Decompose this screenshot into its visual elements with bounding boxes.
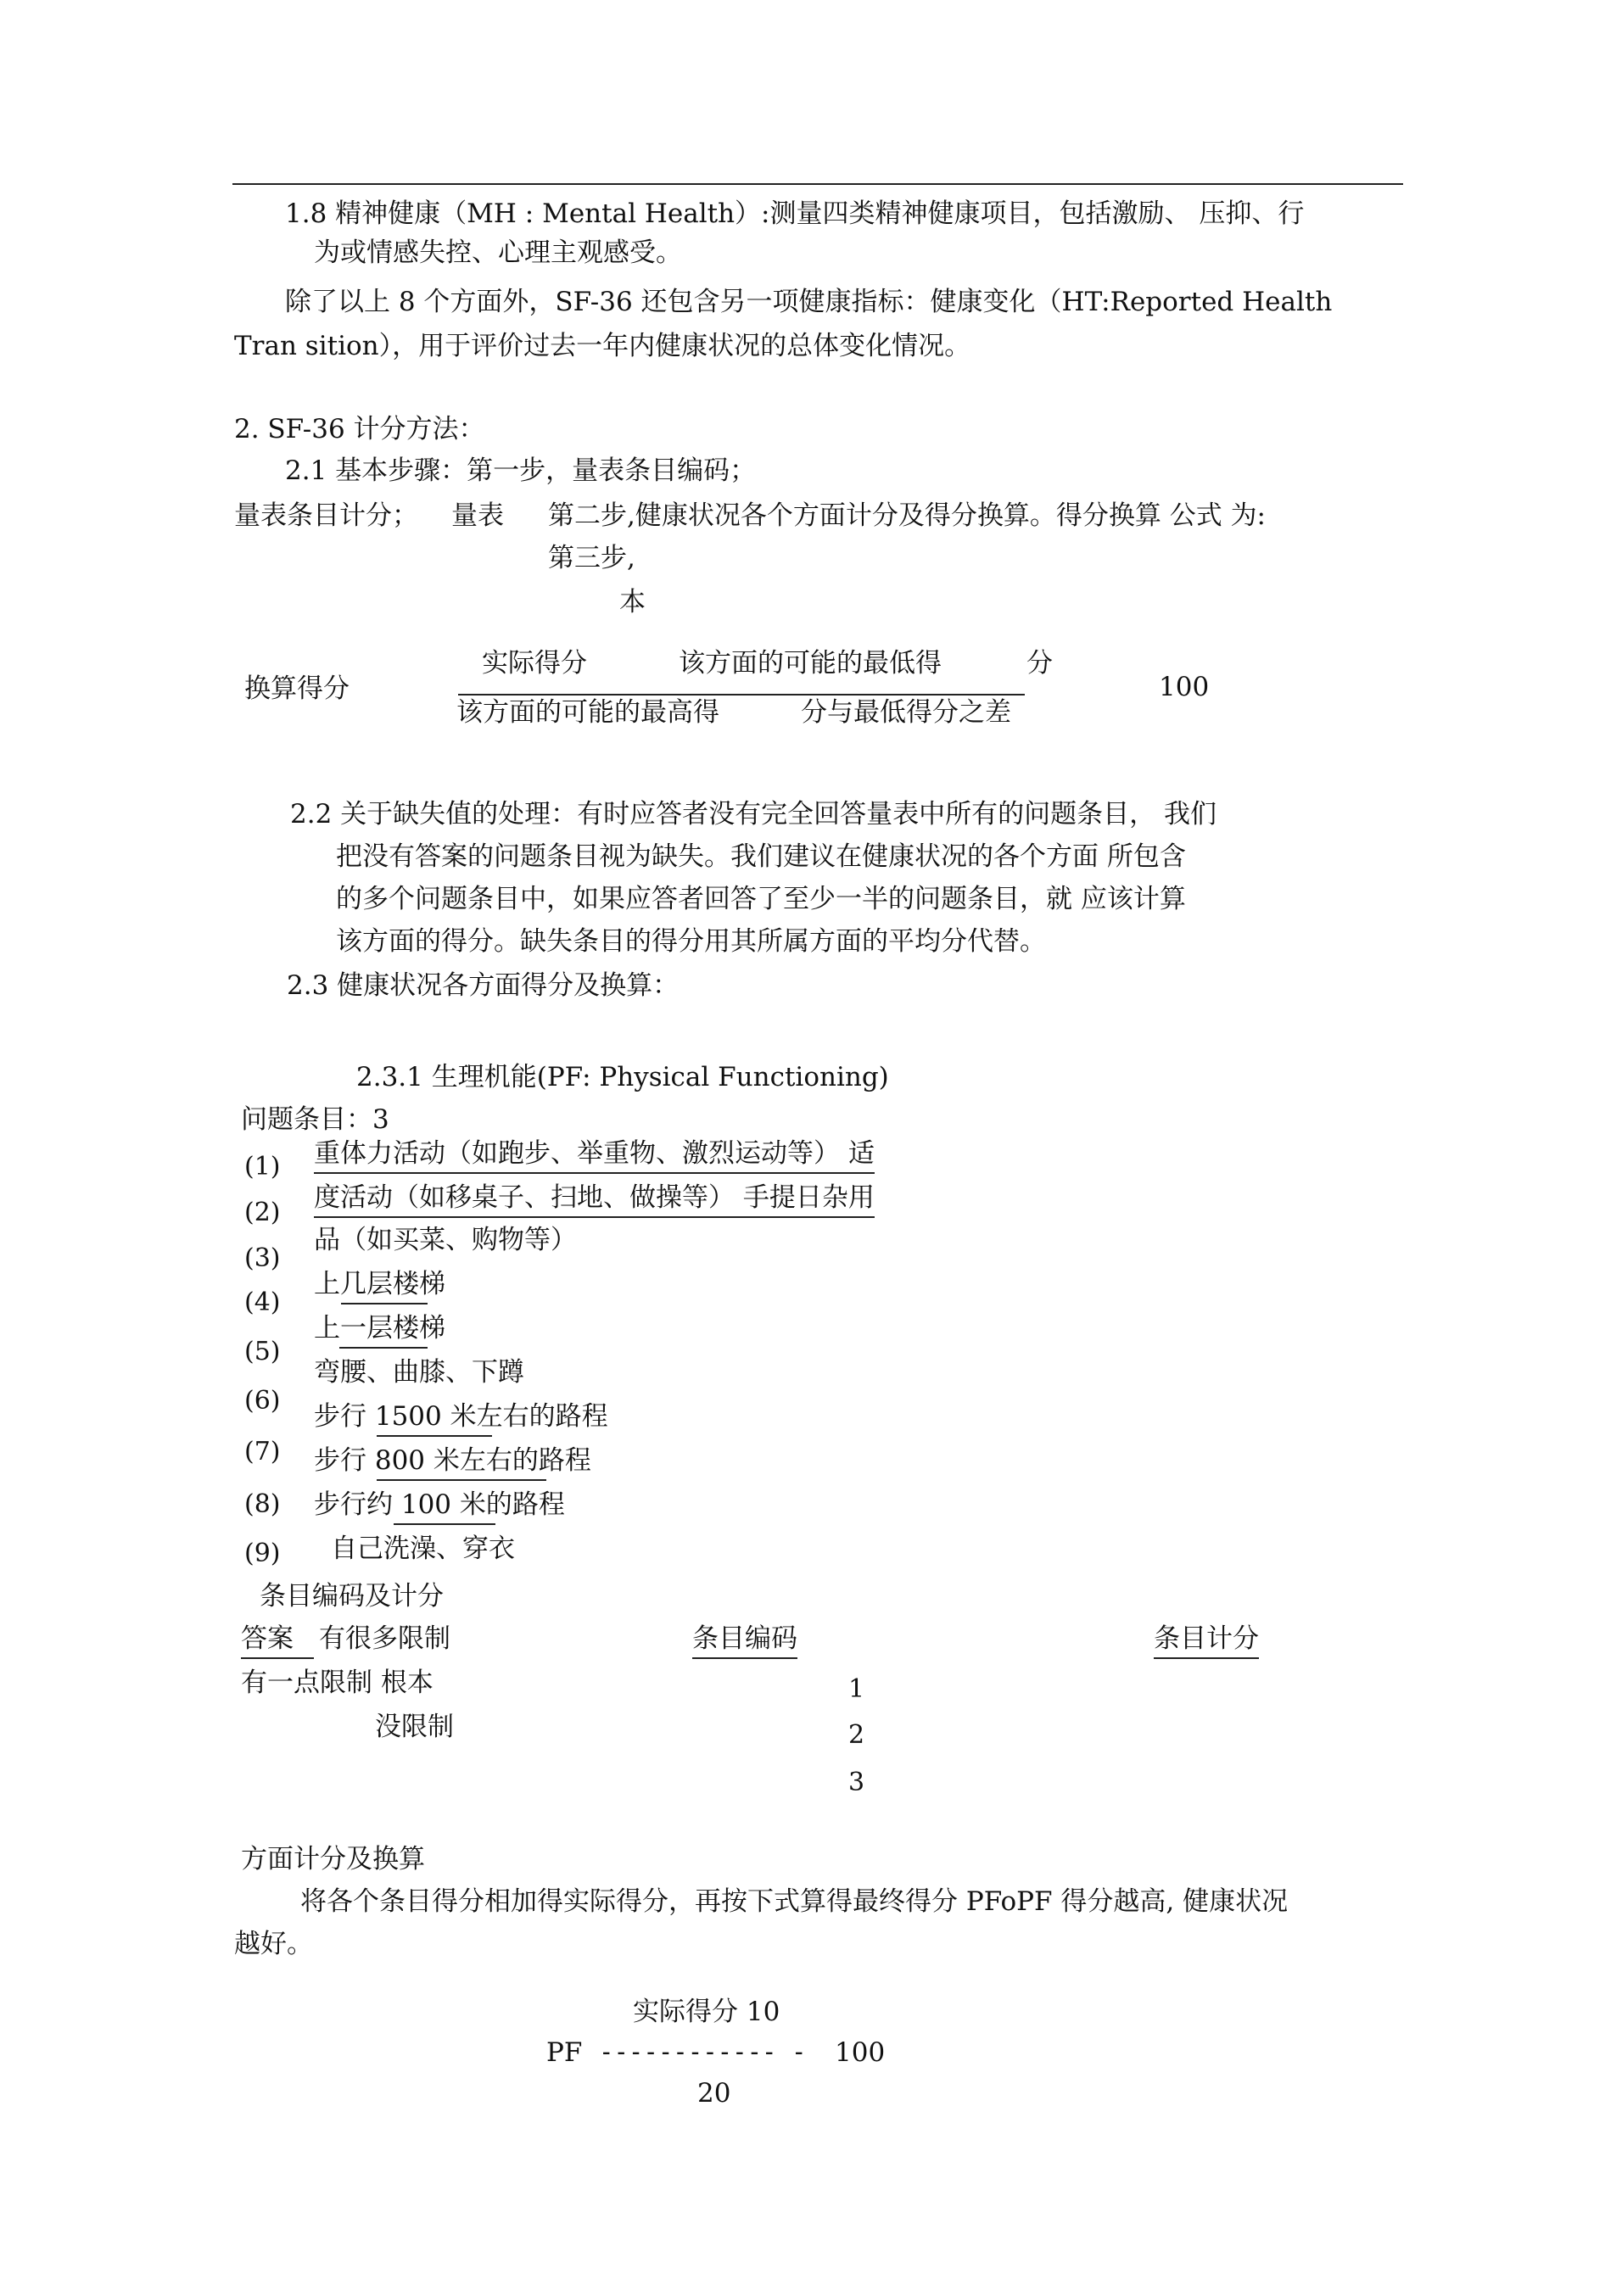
section-2-2-line4: 该方面的得分。缺失条目的得分用其所属方面的平均分代替。 [336,926,1046,957]
formula-numerator-unit: 分 [1026,648,1053,679]
ht-paragraph-line1: 除了以上 8 个方面外，SF-36 还包含另一项健康指标：健康变化（HT:Reported Health [285,287,1333,317]
item-rule [341,1303,428,1304]
item-text: 度活动（如移桌子、扫地、做操等） 手提日杂用 [314,1181,875,1218]
item-rule [339,1347,428,1349]
ht-paragraph-line2: Tran sition），用于评价过去一年内健康状况的总体变化情况。 [234,331,971,361]
item-number: (1) [244,1152,281,1182]
coding-title: 条目编码及计分 [260,1581,444,1612]
item-text: 步行 800 米左右的路程 [314,1445,591,1476]
scoring-line2: 越好。 [234,1929,313,1959]
scoring-step-right3: 本 [619,587,646,617]
scoring-step-right1: 第二步,健康状况各个方面计分及得分换算。得分换算 公式 为: [548,500,1267,531]
item-number: (2) [244,1198,281,1227]
section-2-2-line2: 把没有答案的问题条目视为缺失。我们建议在健康状况的各个方面 所包含 [336,841,1186,872]
scoring-title: 方面计分及换算 [241,1844,425,1874]
formula-multiplier: 100 [1159,672,1210,702]
item-rule [377,1435,492,1437]
code-header: 条目编码 [692,1622,797,1659]
formula-label: 换算得分 [244,673,350,704]
answer-option: 有很多限制 [319,1623,450,1654]
item-number: (3) [244,1243,281,1273]
item-count: 问题条目：3 [241,1104,389,1135]
formula-denominator-diff: 分与最低得分之差 [801,697,1011,728]
scoring-step-right2: 第三步, [548,543,635,573]
code-value: 2 [848,1720,865,1750]
item-number: (8) [244,1489,281,1519]
section-2-1-heading: 2.1 基本步骤：第一步，量表条目编码； [285,455,757,486]
code-value: 3 [848,1768,865,1797]
scoring-line1: 将各个条目得分相加得实际得分，再按下式算得最终得分 PFoPF 得分越高, 健康状况 [300,1886,1289,1917]
section-2-2-line3: 的多个问题条目中，如果应答者回答了至少一半的问题条目，就 应该计算 [336,884,1186,914]
item-rule [377,1479,546,1481]
pf-formula-left: PF [546,2037,583,2068]
section-1-8-line2: 为或情感失控、心理主观感受。 [314,237,682,268]
item-number: (9) [244,1539,281,1568]
answer-option: 有一点限制 根本 [241,1668,433,1698]
section-1-8-line1: 1.8 精神健康（MH : Mental Health）:测量四类精神健康项目，包括激励、 压抑、行 [285,198,1305,229]
code-value: 1 [848,1674,865,1704]
section-2-3-heading: 2.3 健康状况各方面得分及换算： [287,970,680,1001]
item-text: 自己洗澡、穿衣 [331,1533,515,1564]
top-rule [232,183,1403,185]
pf-formula-numerator: 实际得分 10 [633,1997,780,2027]
item-number: (5) [244,1337,281,1366]
section-2-3-1-heading: 2.3.1 生理机能(PF: Physical Functioning) [356,1062,889,1092]
pf-formula-multiplier: 100 [835,2037,886,2068]
scoring-step-left2: 量表 [451,500,504,531]
item-text: 重体力活动（如跑步、举重物、激烈运动等） 适 [314,1137,875,1174]
item-number: (4) [244,1288,281,1317]
item-text: 上几层楼梯 [314,1269,445,1299]
answer-header: 答案 [241,1622,314,1659]
item-rule [394,1523,495,1525]
item-text: 品（如买菜、购物等） [314,1225,577,1255]
formula-denominator-max: 该方面的可能的最高得 [456,697,719,728]
item-text: 弯腰、曲膝、下蹲 [314,1357,524,1388]
formula-numerator-min: 该方面的可能的最低得 [679,648,942,679]
section-2-2-line1: 2.2 关于缺失值的处理：有时应答者没有完全回答量表中所有的问题条目， 我们 [290,799,1217,830]
section-2-heading: 2. SF-36 计分方法： [234,414,485,444]
item-text: 步行约 100 米的路程 [314,1489,565,1520]
formula-numerator-actual: 实际得分 [482,648,587,679]
item-number: (6) [244,1386,281,1416]
scoring-step-left1: 量表条目计分； [234,500,418,531]
item-number: (7) [244,1437,281,1466]
score-header: 条目计分 [1154,1622,1259,1659]
item-text: 上一层楼梯 [314,1313,445,1344]
answer-option: 没限制 [375,1712,454,1742]
item-text: 步行 1500 米左右的路程 [314,1401,608,1432]
pf-formula-fraction-bar: ------------ - [599,2037,807,2066]
pf-formula-denominator: 20 [697,2078,731,2109]
